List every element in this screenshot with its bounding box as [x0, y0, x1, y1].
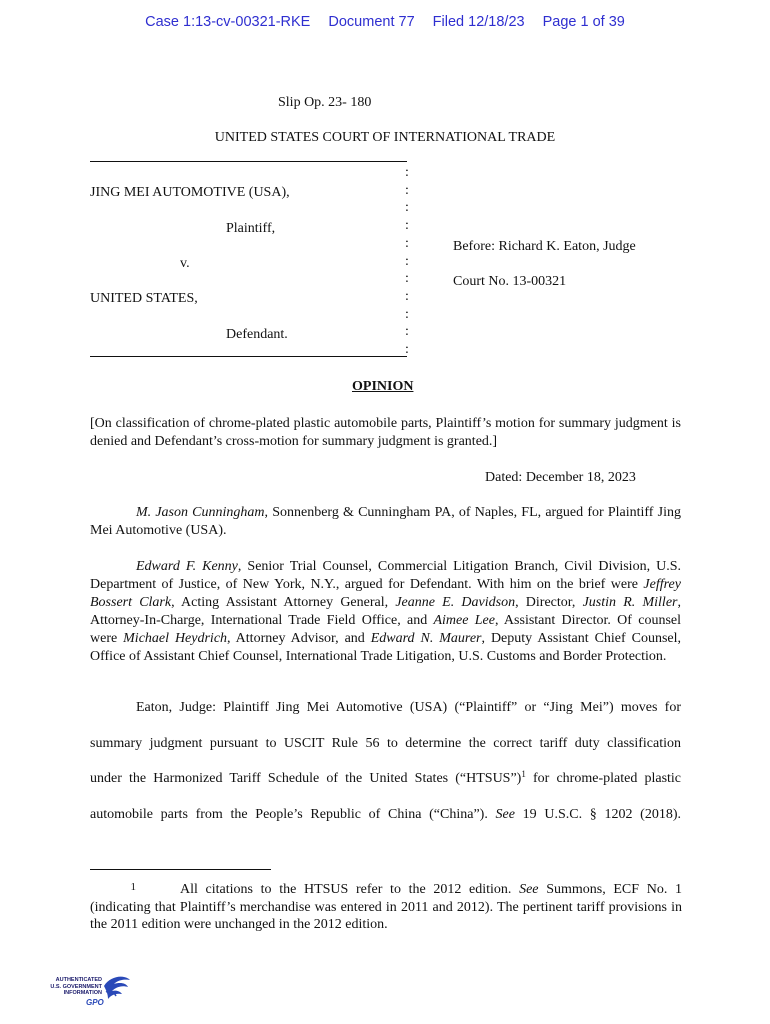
case-header	[0, 14, 770, 30]
colon: :	[405, 288, 409, 304]
judge: Before: Richard K. Eaton, Judge	[453, 239, 636, 254]
opinion-title: OPINION	[352, 379, 414, 394]
footnote: 1 All citations to the HTSUS refer to the 2012 edition. See Summons, ECF No. 1 (indicating that Plaintiff’s merchandise was entered in 2011 and 2012). The pertinent tariff provisions in the 2011 edition were unchanged in the 2012 edition.	[90, 881, 682, 932]
body-line: under the Harmonized Tariff Schedule of the United States (“HTSUS”)$^1$ for chrome-plated plastic	[90, 769, 682, 786]
plaintiff-role: Plaintiff,	[226, 221, 276, 236]
caption-bottom-rule	[90, 356, 407, 357]
court-name: UNITED STATES COURT OF INTERNATIONAL TRADE	[214, 130, 556, 145]
eagle-icon	[100, 972, 132, 1012]
page-indicator: Page 1 of 39	[542, 14, 625, 30]
colon: :	[405, 253, 409, 269]
body-line: automobile parts from the People’s Republic of China (“China”). See 19 U.S.C. § 1202 (2018).	[90, 807, 681, 822]
caption-colon-column	[405, 164, 415, 359]
versus: v.	[180, 256, 190, 271]
colon: :	[405, 306, 409, 322]
colon: :	[405, 200, 409, 216]
body-line: summary judgment pursuant to USCIT Rule 56 to determine the correct tariff duty classification	[90, 736, 681, 751]
colon: :	[405, 235, 409, 251]
body-line: Eaton, Judge: Plaintiff Jing Mei Automotive (USA) (“Plaintiff” or “Jing Mei”) moves for	[136, 700, 681, 715]
footnote-number: 1	[130, 881, 136, 893]
colon: :	[405, 165, 409, 180]
footnote-ref[interactable]: 1	[521, 769, 526, 779]
plaintiff-attorney: M. Jason Cunningham	[136, 505, 265, 520]
caption-top-rule	[90, 161, 407, 162]
case-number: Case 1:13-cv-00321-RKE	[145, 14, 311, 30]
dated: Dated: December 18, 2023	[485, 470, 636, 485]
plaintiff-counsel: M. Jason Cunningham, Sonnenberg & Cunningham PA, of Naples, FL, argued for Plaintiff Jing Mei Automotive (USA).	[90, 505, 681, 538]
opinion-summary: [On classification of chrome-plated plastic automobile parts, Plaintiff’s motion for summary judgment is denied and Defendant’s cross-motion for summary judgment is granted.]	[90, 416, 681, 449]
colon: :	[405, 342, 409, 358]
colon: :	[405, 218, 409, 234]
footnote-rule	[90, 869, 271, 870]
gpo-mark: GPO	[86, 998, 104, 1007]
colon: :	[405, 271, 409, 287]
court-number: Court No. 13-00321	[453, 274, 567, 289]
colon: :	[405, 324, 409, 340]
colon: :	[405, 182, 409, 198]
document-number: Document 77	[328, 14, 415, 30]
defendant-counsel: Edward F. Kenny, Senior Trial Counsel, Commercial Litigation Branch, Civil Division, U.S. Department of Justice, of New York, N.Y., argued for Defendant. With him on the brief were Jeffrey Bossert Clark, Acting Assistant Attorney General, Jeanne E. Davidson, Director, Justin R. Miller, Attorney-In-Charge, International Trade Field Office, and Aimee Lee, Assistant Director. Of counsel were Michael Heydrich, Attorney Advisor, and Edward N. Maurer, Deputy Assistant Chief Counsel, Office of Assistant Chief Counsel, International Trade Litigation, U.S. Customs and Border Protection.	[90, 559, 682, 664]
defendant-role: Defendant.	[226, 327, 288, 342]
slip-op: Slip Op. 23- 180	[278, 95, 372, 110]
filed-date: Filed 12/18/23	[432, 14, 525, 30]
plaintiff-name: JING MEI AUTOMOTIVE (USA),	[90, 185, 290, 200]
gpo-authentication-logo: AUTHENTICATED U.S. GOVERNMENT INFORMATION GPO	[42, 970, 132, 1020]
defendant-attorney: Edward F. Kenny	[136, 559, 238, 574]
defendant-name: UNITED STATES,	[90, 291, 198, 306]
